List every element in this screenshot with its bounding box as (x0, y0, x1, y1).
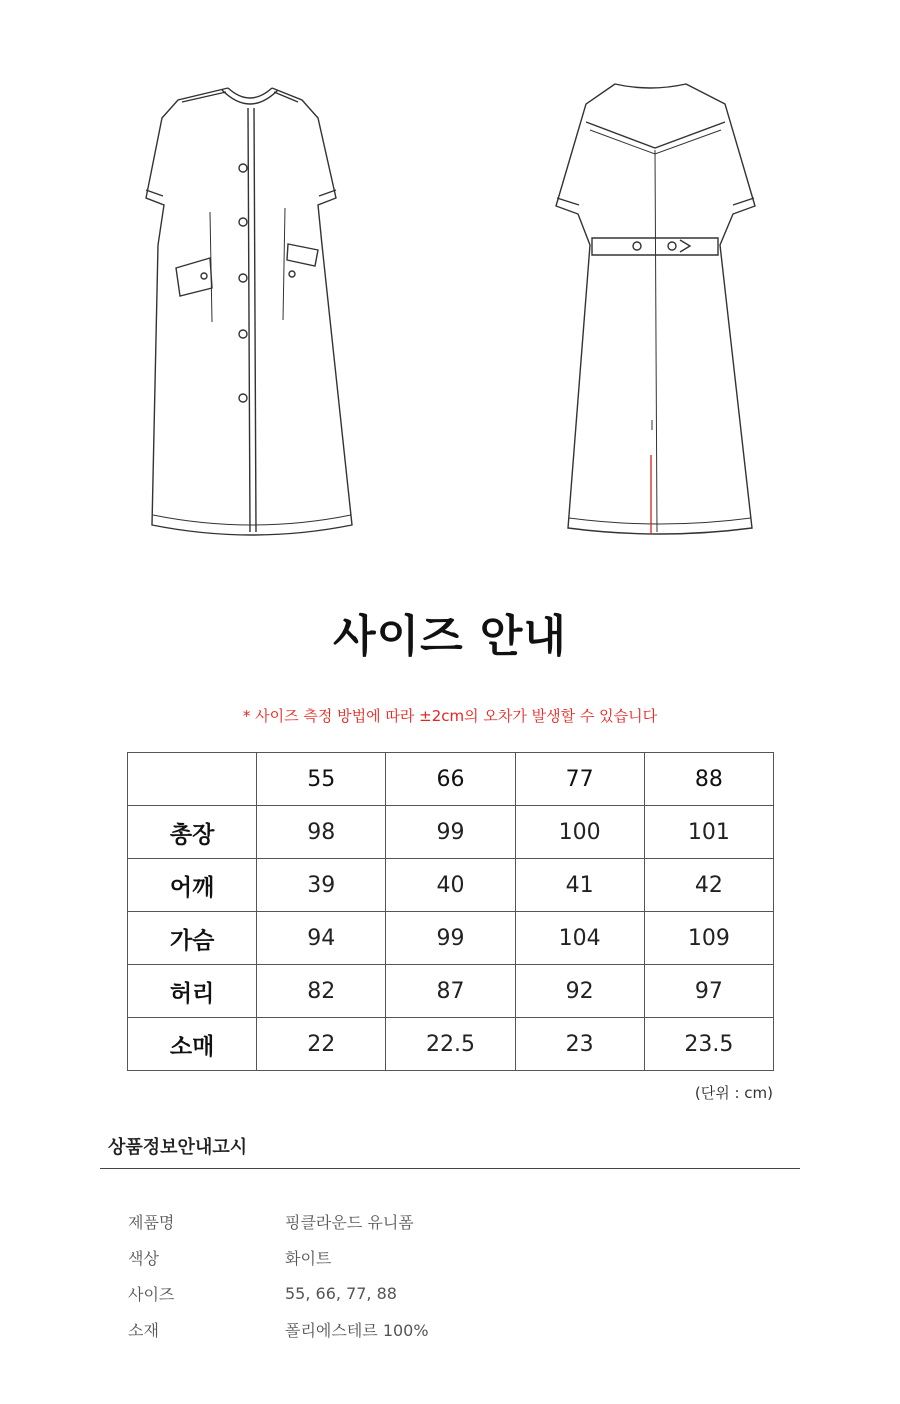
table-cell: 42 (644, 859, 773, 912)
column-header: 55 (257, 753, 386, 806)
table-row (128, 859, 774, 912)
size-table (127, 752, 774, 1071)
table-row (128, 1018, 774, 1071)
list-item (128, 1275, 728, 1311)
table-cell: 104 (515, 912, 644, 965)
row-header: 허리 (128, 965, 257, 1018)
list-item (128, 1311, 728, 1347)
table-row (128, 806, 774, 859)
divider (100, 1168, 800, 1169)
unit-label: (단위 : cm) (694, 1084, 773, 1102)
table-cell: 23 (515, 1018, 644, 1071)
table-row (128, 965, 774, 1018)
info-key: 소재 (128, 1320, 159, 1340)
table-cell: 39 (257, 859, 386, 912)
list-item (128, 1203, 728, 1239)
info-value: 55, 66, 77, 88 (285, 1283, 397, 1303)
table-cell: 87 (386, 965, 515, 1018)
back-view-drawing (556, 84, 755, 534)
table-header-row (128, 753, 774, 806)
product-info-list (128, 1203, 728, 1347)
table-cell: 101 (644, 806, 773, 859)
info-value: 화이트 (285, 1248, 332, 1268)
column-header: 88 (644, 753, 773, 806)
row-header: 총장 (128, 806, 257, 859)
product-info-title: 상품정보안내고시 (108, 1137, 248, 1158)
corner-cell (128, 753, 257, 806)
table-cell: 99 (386, 912, 515, 965)
front-view-drawing (146, 88, 352, 535)
column-header: 77 (515, 753, 644, 806)
table-cell: 22.5 (386, 1018, 515, 1071)
table-cell: 100 (515, 806, 644, 859)
column-header: 66 (386, 753, 515, 806)
garment-drawings (0, 0, 900, 560)
table-cell: 99 (386, 806, 515, 859)
table-cell: 98 (257, 806, 386, 859)
measurement-note: * 사이즈 측정 방법에 따라 ±2cm의 오차가 발생할 수 있습니다 (242, 707, 658, 725)
page-title: 사이즈 안내 (333, 611, 567, 662)
list-item (128, 1239, 728, 1275)
table-cell: 82 (257, 965, 386, 1018)
info-value: 핑클라운드 유니폼 (285, 1212, 414, 1232)
table-row (128, 912, 774, 965)
row-header: 가슴 (128, 912, 257, 965)
table-cell: 97 (644, 965, 773, 1018)
table-cell: 92 (515, 965, 644, 1018)
row-header: 어깨 (128, 859, 257, 912)
info-key: 제품명 (128, 1212, 175, 1232)
info-key: 색상 (128, 1248, 159, 1268)
table-cell: 41 (515, 859, 644, 912)
row-header: 소매 (128, 1018, 257, 1071)
table-cell: 22 (257, 1018, 386, 1071)
table-cell: 109 (644, 912, 773, 965)
info-value: 폴리에스테르 100% (285, 1320, 429, 1340)
info-key: 사이즈 (128, 1284, 175, 1304)
table-cell: 40 (386, 859, 515, 912)
table-cell: 23.5 (644, 1018, 773, 1071)
table-cell: 94 (257, 912, 386, 965)
